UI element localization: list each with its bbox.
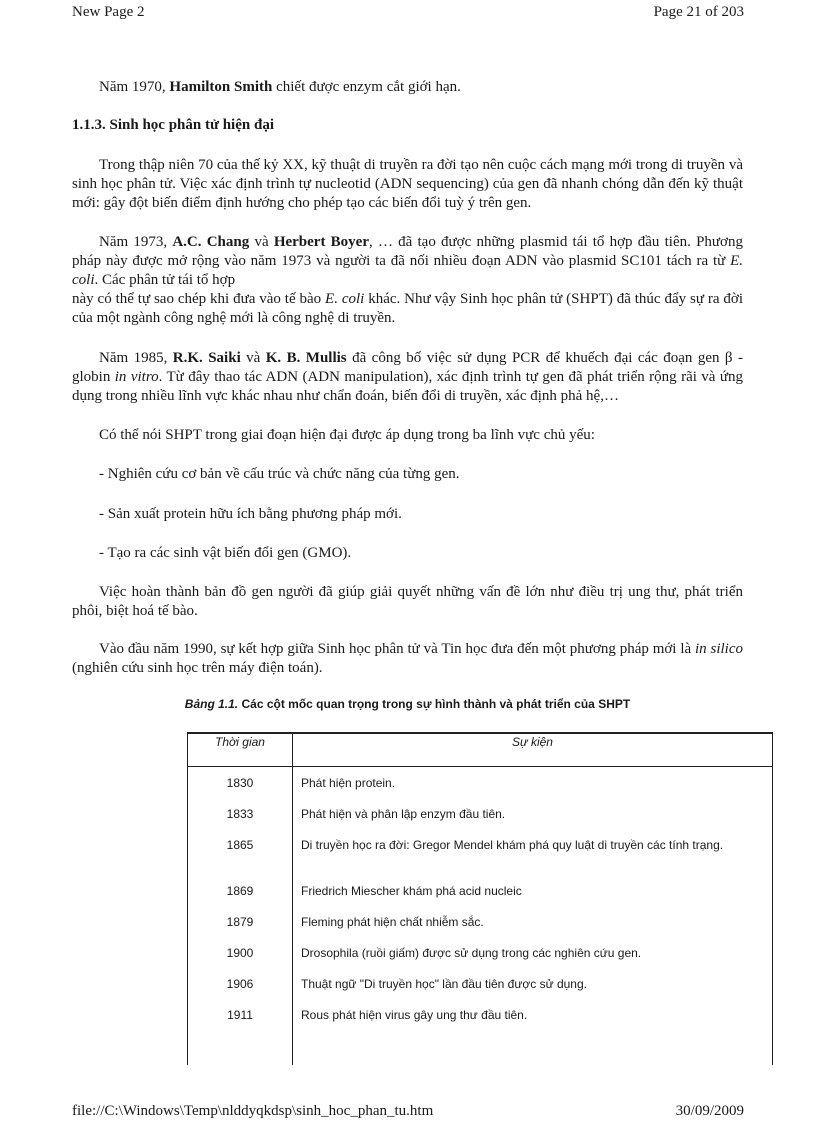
- table-row: [188, 875, 773, 906]
- year-cell: 1906: [188, 968, 293, 999]
- event-cell: Friedrich Miescher khám phá acid nucleic: [293, 875, 773, 906]
- paragraph-1973: Năm 1973, A.C. Chang và Herbert Boyer, … đã tạo được những plasmid tái tổ hợp đầu tiên. Phương pháp này được mở rộng vào năm 1973 và người ta đã nối nhiều đoạn ADN vào plasmid SC101 tách ra từ E. coli. Các phân tử tái tổ hợp này có thể tự sao chép khi đưa vào tế bào E. coli khác. Như vậy Sinh học phân tử (SHPT) đã thúc đẩy sự ra đời của một ngành công nghệ mới là công nghệ di truyền.: [72, 234, 743, 326]
- page-footer-path: file://C:\Windows\Temp\nlddyqkdsp\sinh_hoc_phan_tu.htm: [72, 1103, 434, 1119]
- section-heading: 1.1.3. Sinh học phân tử hiện đại: [72, 117, 274, 133]
- table-row: [188, 999, 773, 1030]
- year-cell: 1879: [188, 906, 293, 937]
- paragraph-three-fields: Có thể nói SHPT trong giai đoạn hiện đại được áp dụng trong ba lĩnh vực chủ yếu:: [99, 427, 595, 443]
- table-row: [188, 968, 773, 999]
- bullet-item: - Nghiên cứu cơ bản về cấu trúc và chức năng của từng gen.: [99, 466, 460, 482]
- table-row: [188, 767, 773, 799]
- bullet-item: - Tạo ra các sinh vật biến đổi gen (GMO).: [99, 545, 352, 561]
- table-row: [188, 829, 773, 875]
- year-cell: 1911: [188, 999, 293, 1030]
- year-cell: 1833: [188, 798, 293, 829]
- event-cell: Phát hiện và phân lập enzym đầu tiên.: [293, 798, 773, 829]
- event-cell: [293, 1030, 773, 1065]
- year-cell: 1865: [188, 829, 293, 875]
- paragraph-1970: Năm 1970, Hamilton Smith chiết được enzym cắt giới hạn.: [99, 79, 461, 95]
- table-row: [188, 798, 773, 829]
- paragraph-1985: Năm 1985, R.K. Saiki và K. B. Mullis đã công bố việc sử dụng PCR để khuếch đại các đoạn gen β - globin in vitro. Từ đây thao tác ADN (ADN manipulation), xác định trình tự gen đã phát triển rộng rãi và ứng dụng trong nhiều lĩnh vực khác nhau như chẩn đoán, biến đổi di truyền, xác định phả hệ,…: [72, 350, 743, 404]
- column-header-event: Sự kiện: [293, 733, 773, 767]
- table-row: [188, 906, 773, 937]
- event-cell: Fleming phát hiện chất nhiễm sắc.: [293, 906, 773, 937]
- paragraph-human-genome: Việc hoàn thành bản đồ gen người đã giúp giải quyết những vấn đề lớn như điều trị ung thư, phát triển phôi, biệt hoá tế bào.: [72, 584, 743, 619]
- bullet-item: - Sản xuất protein hữu ích bằng phương pháp mới.: [99, 506, 402, 522]
- page-header-number: Page 21 of 203: [653, 4, 744, 20]
- column-header-time: Thời gian: [188, 733, 293, 767]
- year-cell: 1900: [188, 937, 293, 968]
- year-cell: 1830: [188, 767, 293, 799]
- event-cell: Phát hiện protein.: [293, 767, 773, 799]
- page-header-title: New Page 2: [72, 4, 145, 20]
- event-cell: Drosophila (ruồi giấm) được sử dụng trong các nghiên cứu gen.: [293, 937, 773, 968]
- event-cell: Rous phát hiện virus gây ung thư đầu tiên.: [293, 999, 773, 1030]
- event-cell: Di truyền học ra đời: Gregor Mendel khám phá quy luật di truyền các tính trạng.: [293, 829, 773, 875]
- year-cell: 1869: [188, 875, 293, 906]
- milestones-table: [187, 732, 773, 1065]
- paragraph-in-silico: Vào đầu năm 1990, sự kết hợp giữa Sinh học phân tử và Tin học đưa đến một phương pháp mới là in silico (nghiên cứu sinh học trên máy điện toán).: [72, 641, 743, 676]
- table-row: [188, 937, 773, 968]
- table-row: [188, 1030, 773, 1065]
- page-footer-date: 30/09/2009: [675, 1103, 744, 1119]
- table-caption: Bảng 1.1. Các cột mốc quan trọng trong sự hình thành và phát triển của SHPT: [184, 697, 631, 711]
- year-cell: [188, 1030, 293, 1065]
- event-cell: Thuật ngữ "Di truyền học" lần đầu tiên được sử dụng.: [293, 968, 773, 999]
- paragraph-genetic-engineering: Trong thập niên 70 của thế kỷ XX, kỹ thuật di truyền ra đời tạo nên cuộc cách mạng mới trong di truyền và sinh học phân tử. Việc xác định trình tự nucleotid (ADN sequencing) của gen đã nhanh chóng dẫn đến kỹ thuật mới: gây đột biến điểm định hướng cho phép tạo các biến đổi tuỳ ý trên gen.: [72, 157, 743, 211]
